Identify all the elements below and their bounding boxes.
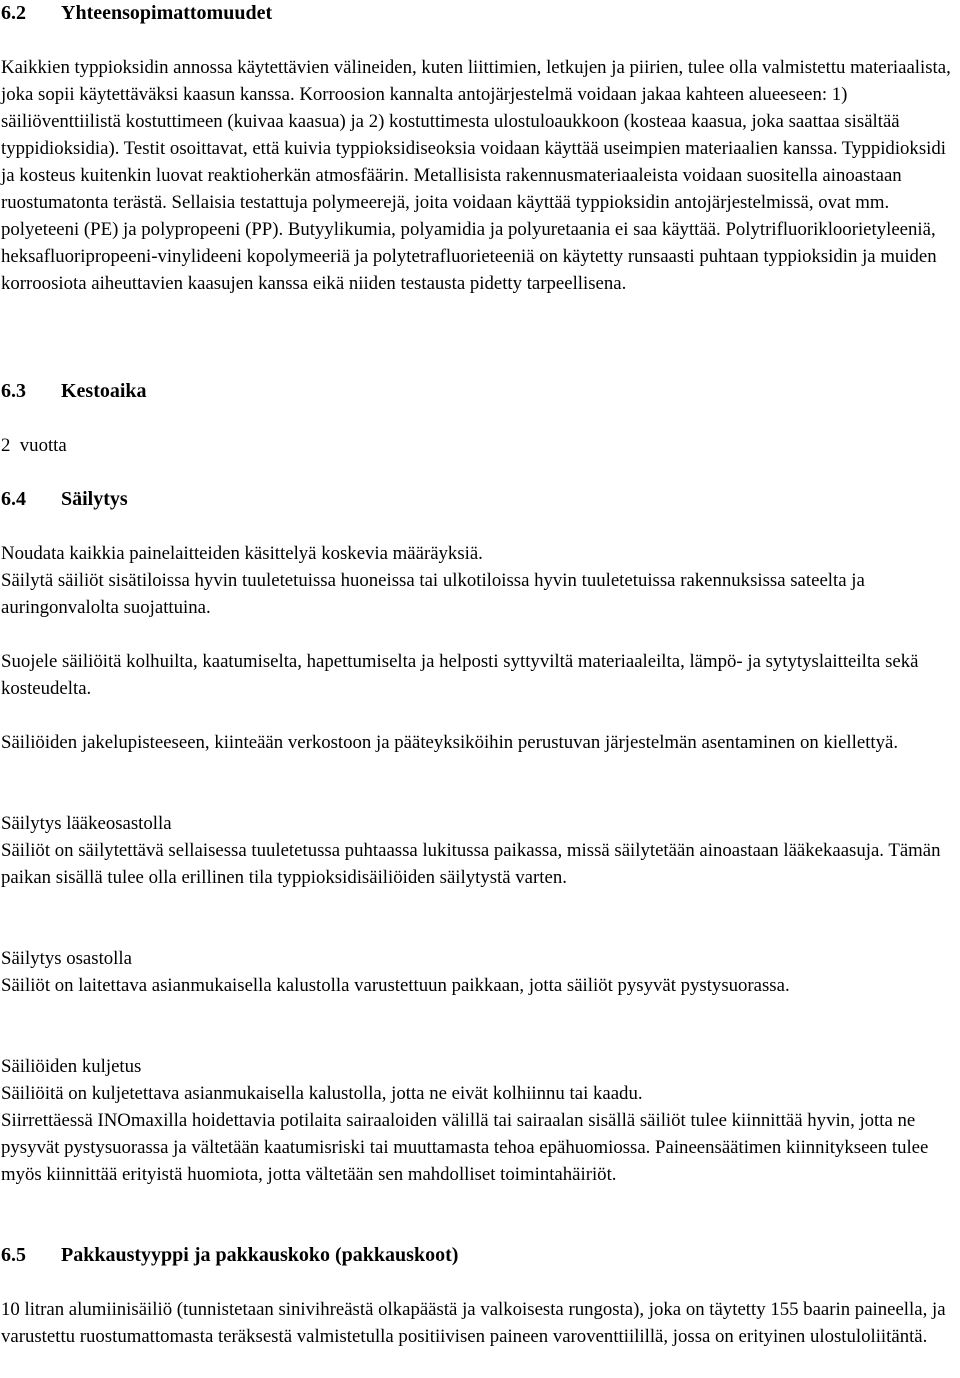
section-title: Säilytys xyxy=(61,488,128,510)
subsection-title: Säilytys osastolla xyxy=(1,948,132,969)
section-body-6-2: Kaikkien typpioksidin annossa käytettävien välineiden, kuten liittimien, letkujen ja piirien, tulee olla valmistettu materiaalista, joka sopii käytettäväksi kaasun kanssa. Korroosion kannalta antojärjestelmä voidaan jakaa kahteen alueeseen: 1) säiliöventtiilistä kostuttimeen (kuivaa kaasua) ja 2) kostuttimesta ulostuloaukkoon (kosteaa kaasua, joka saattaa sisältää typpidioksidia). Testit osoittavat, että kuivia typpioksidiseoksia voidaan käyttää useimpien materiaalien kanssa. Typpidioksidi ja kosteus kuitenkin luovat reaktioherkän atmosfäärin. Metallisista rakennusmateriaaleista voidaan suositella ainoastaan ruostumatonta terästä. Sellaisia testattuja polymeerejä, joita voidaan käyttää typpioksidin antojärjestelmissä, ovat mm. polyeteeni (PE) ja polypropeeni (PP). Butyylikumia, polyamidia ja polyuretaania ei saa käyttää. Polytrifluorikloorietyleeniä, heksafluoripropeeni-vinylideeni kopolymeeriä ja polytetrafluorieteeniä on käytetty runsaasti puhtaan typpioksidin ja muiden korroosiota aiheuttavien kaasujen kanssa eikä niiden testausta pidetty tarpeellisena. xyxy=(1,57,951,294)
storage-paragraph-1 xyxy=(1,540,956,621)
subsection-body: Säiliöitä on kuljetettava asianmukaisella kalustolla, jotta ne eivät kolhiinnu tai kaadu. xyxy=(1,1083,643,1104)
section-body-6-3: 2 vuotta xyxy=(1,435,67,456)
section-number: 6.5 xyxy=(1,1244,26,1266)
storage-paragraph-3: Säiliöiden jakelupisteeseen, kiinteään verkostoon ja pääteyksiköihin perustuvan järjestelmän asentaminen on kiellettyä. xyxy=(1,732,899,753)
section-number: 6.2 xyxy=(1,2,26,24)
subsection-body: Säiliöt on säilytettävä sellaisessa tuuletetussa puhtaassa lukitussa paikassa, missä säilytetään ainoastaan lääkekaasuja. Tämän paikan sisällä tulee olla erillinen tila typpioksidisäiliöiden säilytystä varten. xyxy=(1,840,941,888)
section-heading-6-5 xyxy=(1,1242,458,1268)
cylinder-transport xyxy=(1,1053,956,1188)
section-title: Pakkaustyyppi ja pakkauskoko (pakkauskoot) xyxy=(61,1244,459,1266)
section-body-6-5: 10 litran alumiinisäiliö (tunnistetaan sinivihreästä olkapäästä ja valkoisesta rungosta), joka on täytetty 155 baarin paineella, ja varustettu ruostumattomasta teräksestä valmistetulla positiivisen paineen varoventtiilillä, jossa on erityinen ulostuloliitäntä. xyxy=(1,1299,946,1347)
storage-ward-pharmacy xyxy=(1,810,956,891)
storage-rule-line: Noudata kaikkia painelaitteiden käsittelyä koskevia määräyksiä. xyxy=(1,543,483,564)
subsection-title: Säiliöiden kuljetus xyxy=(1,1056,142,1077)
section-number: 6.3 xyxy=(1,380,26,402)
storage-location-line: Säilytä säiliöt sisätiloissa hyvin tuuletetuissa huoneissa tai ulkotiloissa hyvin tuuletetuissa rakennuksissa sateelta ja auringonvalolta suojattuina. xyxy=(1,570,865,618)
subsection-title: Säilytys lääkeosastolla xyxy=(1,813,172,834)
section-number: 6.4 xyxy=(1,488,26,510)
section-title: Yhteensopimattomuudet xyxy=(61,2,273,24)
section-heading-6-2 xyxy=(1,0,272,26)
section-heading-6-3 xyxy=(1,378,147,404)
storage-ward xyxy=(1,945,956,999)
section-heading-6-4 xyxy=(1,486,128,512)
section-title: Kestoaika xyxy=(61,380,147,402)
subsection-body: Säiliöt on laitettava asianmukaisella kalustolla varustettuun paikkaan, jotta säiliöt pysyvät pystysuorassa. xyxy=(1,975,790,996)
subsection-body: Siirrettäessä INOmaxilla hoidettavia potilaita sairaaloiden välillä tai sairaalan sisällä säiliöt tulee kiinnittää hyvin, jotta ne pysyvät pystysuorassa ja vältetään kaatumisriski tai muuttamasta tehoa epähuomiossa. Paineensäätimen kiinnitykseen tulee myös kiinnittää erityistä huomiota, jotta vältetään sen mahdolliset toimintahäiriöt. xyxy=(1,1110,929,1185)
storage-paragraph-2: Suojele säiliöitä kolhuilta, kaatumiselta, hapettumiselta ja helposti syttyviltä materiaaleilta, lämpö- ja sytytyslaitteilta sekä kosteudelta. xyxy=(1,651,919,699)
